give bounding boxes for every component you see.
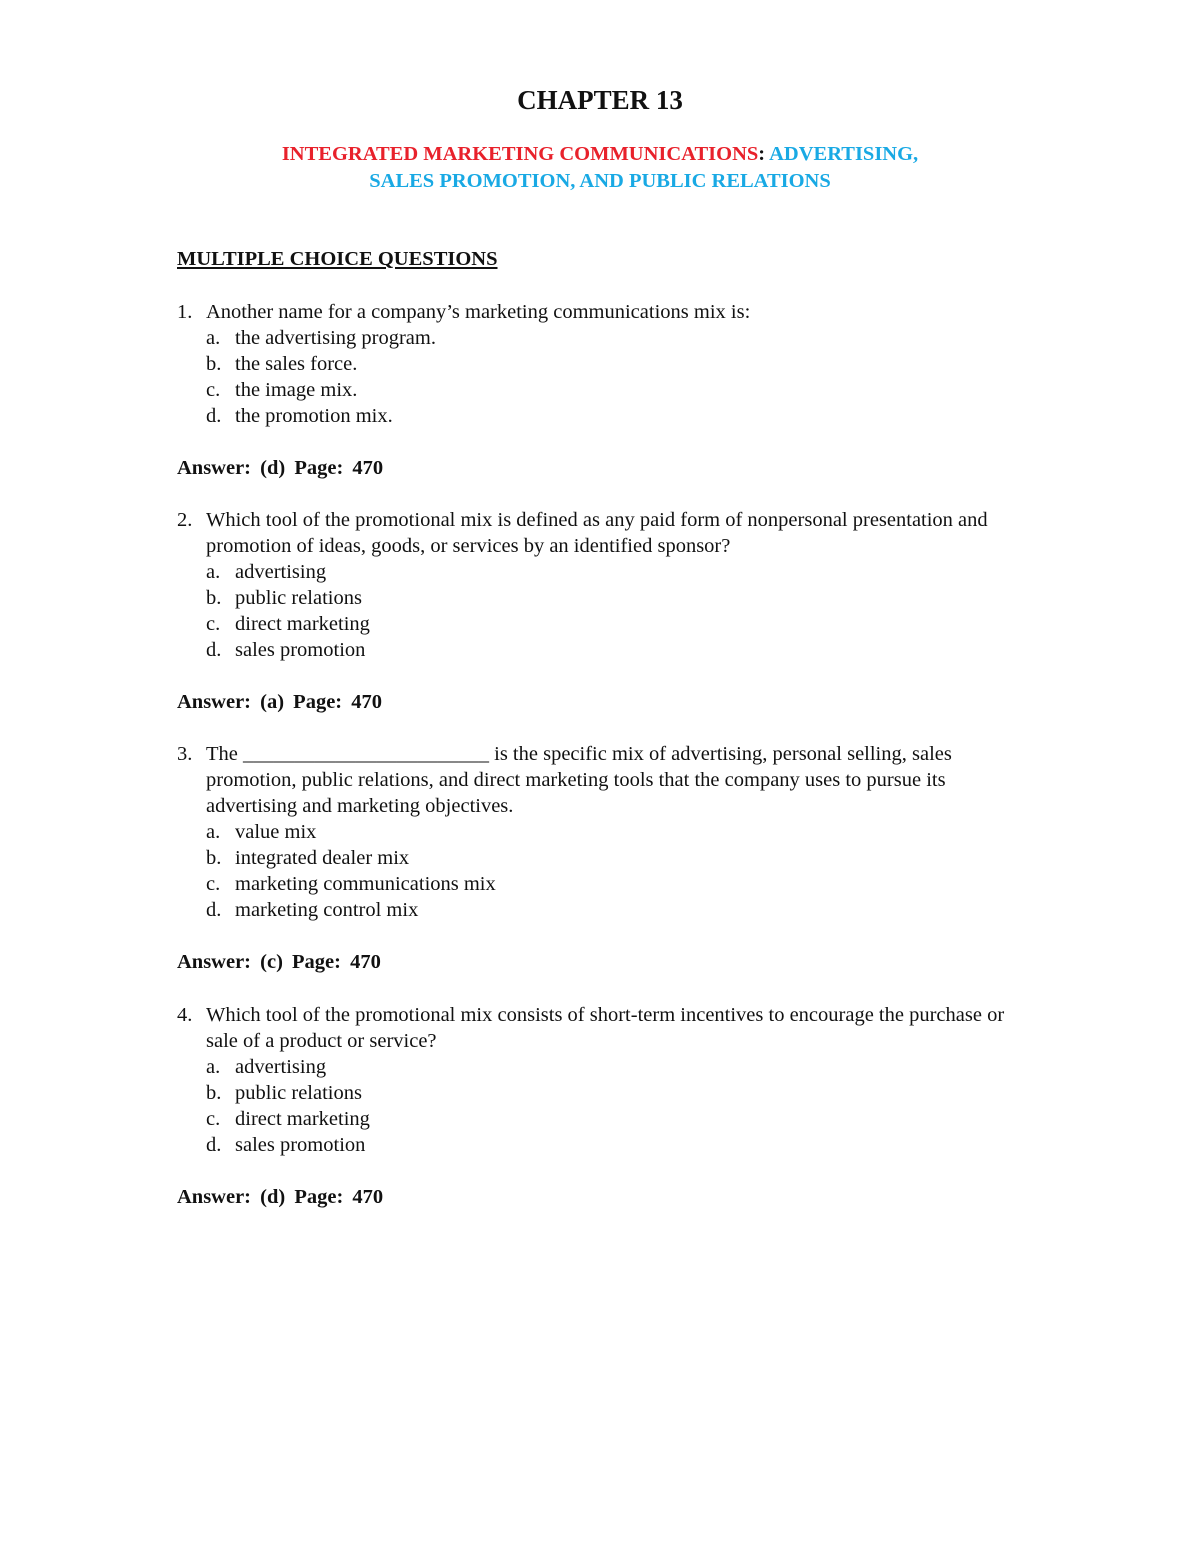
option-letter: b.: [206, 353, 222, 375]
option-text: marketing communications mix: [235, 873, 496, 895]
option-text: the advertising program.: [235, 327, 436, 349]
option-text: the sales force.: [235, 353, 358, 375]
option-c: [206, 871, 1037, 897]
option-text: sales promotion: [235, 1134, 366, 1156]
option-c: [206, 611, 1037, 637]
option-letter: b.: [206, 587, 222, 609]
option-letter: a.: [206, 327, 221, 349]
question-text: Which tool of the promotional mix consists of short-term incentives to encourage the purchase or sale of a product or service?: [206, 1004, 1005, 1052]
option-text: direct marketing: [235, 613, 370, 635]
question-4: [177, 1002, 1037, 1158]
option-text: advertising: [235, 1056, 327, 1078]
option-letter: c.: [206, 873, 221, 895]
option-a: [206, 1054, 1037, 1080]
option-a: [206, 559, 1037, 585]
question-stem: [177, 1002, 1037, 1054]
question-1: [177, 299, 1037, 429]
subtitle-part-blue: ADVERTISING,: [769, 143, 919, 165]
option-text: marketing control mix: [235, 899, 419, 921]
question-number: 1.: [177, 301, 193, 323]
option-letter: d.: [206, 639, 222, 661]
question-number: 4.: [177, 1004, 193, 1026]
option-b: [206, 351, 1037, 377]
question-stem: [177, 507, 1037, 559]
option-letter: b.: [206, 847, 222, 869]
chapter-subtitle: [0, 141, 1200, 195]
option-letter: a.: [206, 561, 221, 583]
option-text: advertising: [235, 561, 327, 583]
option-d: [206, 403, 1037, 429]
option-text: integrated dealer mix: [235, 847, 410, 869]
option-d: [206, 637, 1037, 663]
option-d: [206, 1132, 1037, 1158]
option-c: [206, 1106, 1037, 1132]
option-list: [177, 1054, 1037, 1158]
option-letter: c.: [206, 1108, 221, 1130]
answer-3: Answer: (c) Page: 470: [177, 951, 381, 973]
option-list: [177, 559, 1037, 663]
question-2: [177, 507, 1037, 663]
option-b: [206, 585, 1037, 611]
option-text: public relations: [235, 587, 362, 609]
option-letter: b.: [206, 1082, 222, 1104]
answer-4: Answer: (d) Page: 470: [177, 1186, 384, 1208]
section-heading: MULTIPLE CHOICE QUESTIONS: [177, 248, 498, 270]
answer-2: Answer: (a) Page: 470: [177, 691, 382, 713]
option-text: the promotion mix.: [235, 405, 393, 427]
answer-1: Answer: (d) Page: 470: [177, 457, 384, 479]
option-c: [206, 377, 1037, 403]
option-letter: d.: [206, 899, 222, 921]
option-b: [206, 1080, 1037, 1106]
question-number: 2.: [177, 509, 193, 531]
option-text: public relations: [235, 1082, 362, 1104]
option-letter: d.: [206, 1134, 222, 1156]
option-b: [206, 845, 1037, 871]
option-list: [177, 819, 1037, 923]
option-text: value mix: [235, 821, 317, 843]
option-letter: d.: [206, 405, 222, 427]
option-a: [206, 819, 1037, 845]
question-stem: [177, 299, 1037, 325]
option-text: the image mix.: [235, 379, 358, 401]
subtitle-line-2: SALES PROMOTION, AND PUBLIC RELATIONS: [369, 170, 831, 192]
question-3: [177, 741, 1037, 923]
subtitle-line-1: [0, 141, 1200, 168]
option-a: [206, 325, 1037, 351]
option-list: [177, 325, 1037, 429]
option-letter: a.: [206, 821, 221, 843]
option-d: [206, 897, 1037, 923]
option-letter: c.: [206, 613, 221, 635]
subtitle-colon: :: [758, 143, 770, 165]
option-text: direct marketing: [235, 1108, 370, 1130]
chapter-title: CHAPTER 13: [517, 85, 683, 115]
option-letter: c.: [206, 379, 221, 401]
option-text: sales promotion: [235, 639, 366, 661]
option-letter: a.: [206, 1056, 221, 1078]
subtitle-part-red: INTEGRATED MARKETING COMMUNICATIONS: [281, 143, 759, 165]
question-text: Another name for a company’s marketing communications mix is:: [206, 301, 751, 323]
question-stem: [177, 741, 1037, 819]
question-number: 3.: [177, 743, 193, 765]
question-text: The ________________________ is the specific mix of advertising, personal selling, sales promotion, public relations, and direct marketing tools that the company uses to pursue its advertising and marketing objectives.: [206, 743, 952, 817]
question-text: Which tool of the promotional mix is defined as any paid form of nonpersonal presentation and promotion of ideas, goods, or services by an identified sponsor?: [206, 509, 988, 557]
